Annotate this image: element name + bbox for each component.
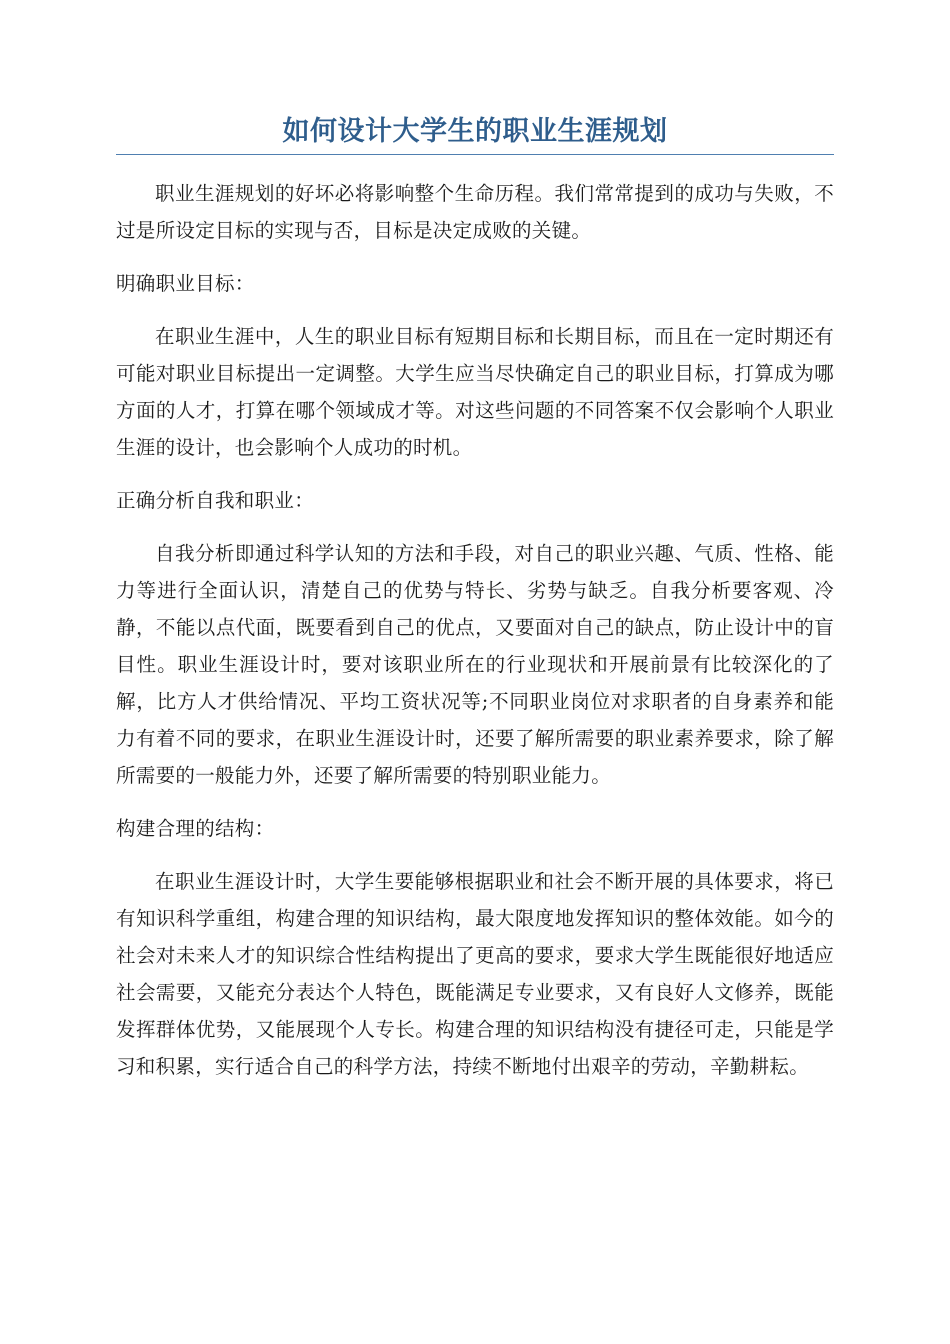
structure-paragraph: 在职业生涯设计时，大学生要能够根据职业和社会不断开展的具体要求，将已有知识科学重组，构建合理的知识结构，最大限度地发挥知识的整体效能。如今的社会对未来人才的知识综合性结构提出了更高的要求，要求大学生既能很好地适应社会需要，又能充分表达个人特色，既能满足专业要求，又有良好人文修养，既能发挥群体优势，又能展现个人专长。构建合理的知识结构没有捷径可走，只能是学习和积累，实行适合自己的科学方法，持续不断地付出艰辛的劳动，辛勤耕耘。 [116, 870, 834, 1078]
document-title: 如何设计大学生的职业生涯规划 [116, 112, 834, 155]
intro-paragraph: 职业生涯规划的好坏必将影响整个生命历程。我们常常提到的成功与失败，不过是所设定目标的实现与否，目标是决定成败的关键。 [116, 182, 834, 242]
section-heading-self-analysis: 正确分析自我和职业： [116, 489, 315, 512]
self-analysis-paragraph: 自我分析即通过科学认知的方法和手段，对自己的职业兴趣、气质、性格、能力等进行全面认识，清楚自己的优势与特长、劣势与缺乏。自我分析要客观、冷静，不能以点代面，既要看到自己的优点，又要面对自己的缺点，防止设计中的盲目性。职业生涯设计时，要对该职业所在的行业现状和开展前景有比较深化的了解，比方人才供给情况、平均工资状况等;不同职业岗位对求职者的自身素养和能力有着不同的要求，在职业生涯设计时，还要了解所需要的职业素养要求，除了解所需要的一般能力外，还要了解所需要的特别职业能力。 [116, 542, 834, 787]
career-goal-paragraph: 在职业生涯中，人生的职业目标有短期目标和长期目标，而且在一定时期还有可能对职业目标提出一定调整。大学生应当尽快确定自己的职业目标，打算成为哪方面的人才，打算在哪个领域成才等。对这些问题的不同答案不仅会影响个人职业生涯的设计，也会影响个人成功的时机。 [116, 325, 834, 459]
section-heading-structure: 构建合理的结构： [116, 817, 275, 840]
document-page [116, 112, 834, 1101]
section-heading-career-goal: 明确职业目标： [116, 272, 255, 295]
